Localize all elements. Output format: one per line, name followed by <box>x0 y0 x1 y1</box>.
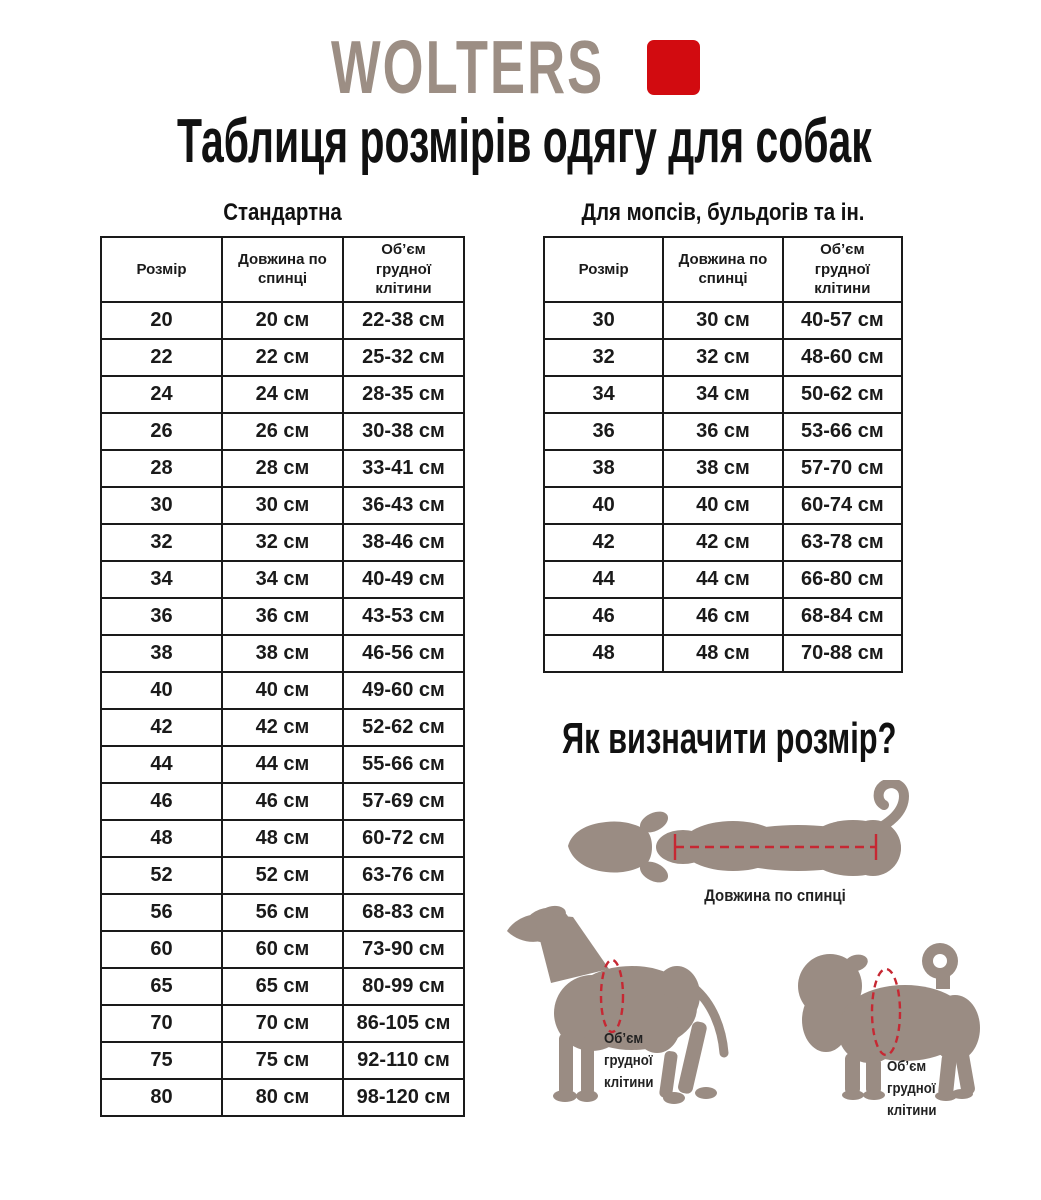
table-cell: 48 см <box>663 635 782 672</box>
header-row <box>544 237 902 302</box>
table-cell: 49-60 см <box>343 672 464 709</box>
table-cell: 60-74 см <box>783 487 902 524</box>
table-row <box>544 376 902 413</box>
pug-table-subtitle: Для мопсів, бульдогів та ін. <box>581 199 865 226</box>
table-cell: 28 <box>101 450 222 487</box>
table-cell: 65 <box>101 968 222 1005</box>
table-row <box>101 709 464 746</box>
table-cell: 28-35 см <box>343 376 464 413</box>
table-cell: 32 <box>544 339 663 376</box>
column-header: Довжина по спинці <box>663 237 782 302</box>
table-cell: 92-110 см <box>343 1042 464 1079</box>
table-cell: 98-120 см <box>343 1079 464 1116</box>
table-cell: 33-41 см <box>343 450 464 487</box>
table-cell: 86-105 см <box>343 1005 464 1042</box>
table-cell: 60 см <box>222 931 343 968</box>
table-cell: 46 см <box>222 783 343 820</box>
standard-size-table <box>100 236 465 1117</box>
table-row <box>101 598 464 635</box>
table-cell: 48 <box>544 635 663 672</box>
table-cell: 38 <box>101 635 222 672</box>
table-cell: 46-56 см <box>343 635 464 672</box>
table-cell: 48-60 см <box>783 339 902 376</box>
table-cell: 32 <box>101 524 222 561</box>
table-cell: 80 см <box>222 1079 343 1116</box>
header-row <box>101 237 464 302</box>
table-cell: 42 см <box>663 524 782 561</box>
table-cell: 55-66 см <box>343 746 464 783</box>
table-cell: 32 см <box>222 524 343 561</box>
table-cell: 53-66 см <box>783 413 902 450</box>
table-cell: 57-70 см <box>783 450 902 487</box>
table-row <box>101 783 464 820</box>
table-cell: 63-76 см <box>343 857 464 894</box>
table-cell: 65 см <box>222 968 343 1005</box>
column-header: Довжина по спинці <box>222 237 343 302</box>
table-cell: 34 см <box>222 561 343 598</box>
table-row <box>101 894 464 931</box>
table-row <box>101 524 464 561</box>
table-cell: 36 <box>544 413 663 450</box>
table-cell: 20 см <box>222 302 343 339</box>
dog-top-view-silhouette <box>558 780 926 892</box>
table-row <box>101 672 464 709</box>
table-cell: 36 см <box>222 598 343 635</box>
table-cell: 57-69 см <box>343 783 464 820</box>
table-cell: 36 см <box>663 413 782 450</box>
table-cell: 40-57 см <box>783 302 902 339</box>
tail-curl-hole <box>933 954 947 968</box>
table-cell: 28 см <box>222 450 343 487</box>
table-row <box>544 524 902 561</box>
table-cell: 32 см <box>663 339 782 376</box>
table-row <box>101 635 464 672</box>
table-cell: 70 <box>101 1005 222 1042</box>
table-cell: 44 см <box>222 746 343 783</box>
table-cell: 48 <box>101 820 222 857</box>
table-cell: 75 <box>101 1042 222 1079</box>
table-cell: 40-49 см <box>343 561 464 598</box>
table-cell: 42 см <box>222 709 343 746</box>
chest-girth-label <box>604 1028 654 1093</box>
table-cell: 56 см <box>222 894 343 931</box>
table-row <box>101 487 464 524</box>
table-row <box>544 413 902 450</box>
chest-label-line: клітини <box>604 1073 654 1091</box>
how-to-title: Як визначити розмір? <box>562 714 897 763</box>
table-cell: 43-53 см <box>343 598 464 635</box>
back-length-label: Довжина по спинці <box>704 886 846 905</box>
table-row <box>101 450 464 487</box>
table-row <box>101 931 464 968</box>
table-cell: 75 см <box>222 1042 343 1079</box>
table-row <box>544 635 902 672</box>
table-cell: 44 см <box>663 561 782 598</box>
table-cell: 48 см <box>222 820 343 857</box>
pug-size-table <box>543 236 903 673</box>
table-cell: 68-84 см <box>783 598 902 635</box>
table-row <box>101 302 464 339</box>
column-header: Об’єм грудної клітини <box>783 237 902 302</box>
brand-logo-text: WOLTERS <box>331 25 605 109</box>
table-cell: 30-38 см <box>343 413 464 450</box>
table-row <box>544 561 902 598</box>
table-cell: 36-43 см <box>343 487 464 524</box>
table-cell: 22 см <box>222 339 343 376</box>
table-cell: 52 <box>101 857 222 894</box>
table-cell: 60-72 см <box>343 820 464 857</box>
column-header: Розмір <box>101 237 222 302</box>
chest-label-line: Об’єм <box>604 1030 644 1047</box>
table-cell: 40 <box>544 487 663 524</box>
table-cell: 42 <box>101 709 222 746</box>
standard-table-subtitle: Стандартна <box>223 199 342 226</box>
table-row <box>544 450 902 487</box>
brand-logo-square-icon <box>647 40 700 95</box>
chest-girth-label <box>887 1056 937 1121</box>
table-cell: 46 <box>544 598 663 635</box>
table-cell: 63-78 см <box>783 524 902 561</box>
table-row <box>101 820 464 857</box>
table-row <box>101 1005 464 1042</box>
table-cell: 56 <box>101 894 222 931</box>
table-cell: 38 см <box>222 635 343 672</box>
table-cell: 40 <box>101 672 222 709</box>
chest-label-line: клітини <box>887 1101 937 1119</box>
table-row <box>101 561 464 598</box>
chest-label-line: грудної <box>887 1079 936 1097</box>
table-row <box>101 968 464 1005</box>
chest-label-line: Об’єм <box>887 1058 927 1075</box>
table-row <box>101 376 464 413</box>
table-cell: 24 см <box>222 376 343 413</box>
table-cell: 60 <box>101 931 222 968</box>
table-row <box>544 598 902 635</box>
table-row <box>101 339 464 376</box>
table-row <box>101 413 464 450</box>
page-title: Таблиця розмірів одягу для собак <box>176 107 872 176</box>
table-row <box>101 857 464 894</box>
table-cell: 50-62 см <box>783 376 902 413</box>
table-row <box>101 1042 464 1079</box>
table-cell: 80-99 см <box>343 968 464 1005</box>
table-cell: 34 <box>101 561 222 598</box>
table-cell: 38-46 см <box>343 524 464 561</box>
table-cell: 36 <box>101 598 222 635</box>
table-cell: 68-83 см <box>343 894 464 931</box>
column-header: Розмір <box>544 237 663 302</box>
table-cell: 70 см <box>222 1005 343 1042</box>
table-cell: 40 см <box>222 672 343 709</box>
table-row <box>101 746 464 783</box>
table-cell: 22-38 см <box>343 302 464 339</box>
table-cell: 44 <box>544 561 663 598</box>
table-cell: 46 см <box>663 598 782 635</box>
table-cell: 66-80 см <box>783 561 902 598</box>
table-cell: 40 см <box>663 487 782 524</box>
curled-tail <box>868 783 904 834</box>
table-cell: 38 <box>544 450 663 487</box>
table-cell: 30 <box>544 302 663 339</box>
table-cell: 20 <box>101 302 222 339</box>
table-cell: 52 см <box>222 857 343 894</box>
table-cell: 42 <box>544 524 663 561</box>
table-cell: 34 см <box>663 376 782 413</box>
table-row <box>101 1079 464 1116</box>
table-cell: 70-88 см <box>783 635 902 672</box>
table-cell: 80 <box>101 1079 222 1116</box>
chest-label-line: грудної <box>604 1051 653 1069</box>
table-row <box>544 339 902 376</box>
table-cell: 44 <box>101 746 222 783</box>
table-cell: 46 <box>101 783 222 820</box>
table-row <box>544 487 902 524</box>
table-cell: 30 см <box>222 487 343 524</box>
table-cell: 24 <box>101 376 222 413</box>
table-cell: 73-90 см <box>343 931 464 968</box>
table-row <box>544 302 902 339</box>
table-cell: 34 <box>544 376 663 413</box>
table-cell: 26 см <box>222 413 343 450</box>
table-cell: 52-62 см <box>343 709 464 746</box>
table-cell: 25-32 см <box>343 339 464 376</box>
table-cell: 30 см <box>663 302 782 339</box>
table-cell: 30 <box>101 487 222 524</box>
table-cell: 38 см <box>663 450 782 487</box>
table-cell: 22 <box>101 339 222 376</box>
column-header: Об’єм грудної клітини <box>343 237 464 302</box>
table-cell: 26 <box>101 413 222 450</box>
